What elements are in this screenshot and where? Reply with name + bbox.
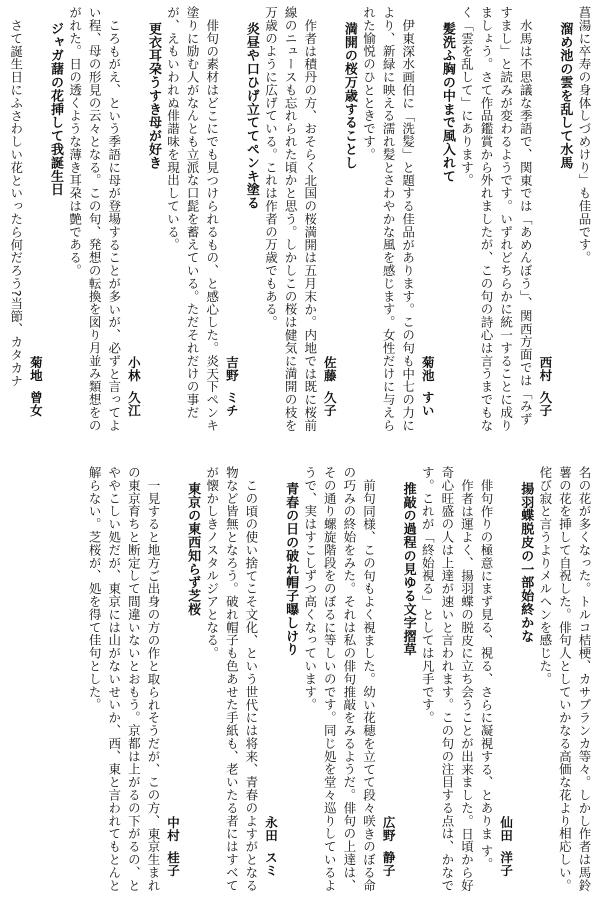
author-given-name: すい xyxy=(420,391,436,418)
author-family-name: 永田 xyxy=(263,815,279,842)
author-given-name: 静子 xyxy=(381,851,397,878)
commentary-paragraph: さて誕生日にふさわしい花といったら何だろう?当節、カタカナ xyxy=(8,18,24,387)
haiku-title: ジャガ藷の花挿して我誕生日 xyxy=(47,21,63,196)
haiku-title: 揚羽蝶脱皮の一部始終かな xyxy=(518,481,534,643)
author-given-name: 久子 xyxy=(322,391,338,418)
author-family-name: 西村 xyxy=(537,355,553,382)
haiku-author xyxy=(378,466,398,896)
commentary-paragraph: 作者は積丹の方、おそらく北国の桜満開は五月末か。内地では既に桜前線のニュースも忘れられた頃かと思う。しかしこの桜は健気に満開の枝を万歳のように広げている。これは作者の万歳でもある。 xyxy=(263,6,318,432)
commentary-paragraph: 一見すると地方ご出身の方の作と取られそうだが、この方、東京生まれの東京育ちと断定して間違いないとおもう。京都は上がるの下がるの、とややこしい処だが、東京には山がないせいか、西、東と言われてもとんと解らない。芝桜が、処を得て佳句とした。 xyxy=(87,466,161,892)
commentary-paragraph: 俳句の素材はどこにでも見つけられるもの、と感心した。炎天下ペンキ塗りに励む人がなんとも立派な口髭を蓄えている。ただそれだけの事だが、えもいわれぬ俳諧味を現出している。 xyxy=(165,6,220,432)
haiku-author xyxy=(163,466,183,896)
author-given-name: 久子 xyxy=(537,391,553,418)
top-column xyxy=(6,6,594,436)
author-family-name: 広野 xyxy=(381,815,397,842)
author-given-name: 桂子 xyxy=(165,851,181,878)
commentary-paragraph: 俳句作りの極意にまず見る、視る、さらに凝視する、とありま す。 xyxy=(479,478,495,870)
commentary-paragraph: 名の花が多くなった。トルコ桔梗、カサブランカ等々。しかし作者は馬鈴薯の花を挿して自祝した。俳句人としていかなる高価な花より相応しい。侘び寂と言うよりメルヘンを感じた。 xyxy=(537,466,592,892)
haiku-author xyxy=(418,6,438,436)
haiku-title: 炎昼や口ひげ立ててペンキ塗る xyxy=(243,21,259,210)
haiku-title: 東京の東西知らず芝桜 xyxy=(185,481,201,616)
author-family-name: 菊地 xyxy=(28,355,44,382)
author-given-name: ミチ xyxy=(224,391,240,418)
haiku-title: 更衣耳朶うすき母が好き xyxy=(145,21,161,169)
author-family-name: 吉野 xyxy=(224,355,240,382)
haiku-title: 満開の桜万歳することし xyxy=(341,21,357,169)
haiku-author xyxy=(261,466,281,896)
commentary-paragraph: 伊東深水画伯に「洗髪」と題する佳品があります。この句も中七の力により、新緑に映える濡れ髪とさわやかな風を感じます。女性だけに与えられた愉悦のひとときです。 xyxy=(361,6,416,432)
haiku-title: 推敲の過程の見ゆる文字摺草 xyxy=(400,481,416,656)
haiku-title: 青春の日の破れ帽子曝しけり xyxy=(283,481,299,656)
haiku-title: 髪洗ふ胸の中まで風入れて xyxy=(439,21,455,183)
author-family-name: 小林 xyxy=(126,355,142,382)
commentary-paragraph: 前句同様、この句もよく視ました。幼い花穂を立てて段々咲きのぼる命の巧みの終始をみた。それは私の俳句推敲をみるようだ。俳句の上達は、その通り螺旋階段をのぼるに等しいのです。同じ処を堂々巡りしているようで、実はすこしずつ高くなっています。 xyxy=(302,466,377,892)
author-family-name: 中村 xyxy=(165,815,181,842)
author-given-name: 久江 xyxy=(126,391,142,418)
author-given-name: 曾女 xyxy=(28,391,44,418)
author-family-name: 仙田 xyxy=(498,815,514,842)
haiku-author xyxy=(535,6,555,436)
author-family-name: 佐藤 xyxy=(322,355,338,382)
haiku-author xyxy=(496,466,516,896)
commentary-paragraph: この頃の使い捨てこそ文化、という世代には将来、青春のよすがとなる物など皆無となろう。破れ帽子も色あせた手紙も、老いたる者にはすべてが懐かしきノスタルジアとなる。 xyxy=(204,466,259,892)
commentary-paragraph: 菖湯に卒寿の身体しづめけり」も佳品です。 xyxy=(577,6,592,264)
commentary-paragraph: 作者は運よく、揚羽蝶の脱皮に立ち会うことが出来ました。日頃から好奇心旺盛の人は上達が速いと言われます。この句の注目する点は、かなです。これが「終始視る」としては凡手です。 xyxy=(420,466,475,892)
haiku-author xyxy=(26,6,46,436)
author-family-name: 菊池 xyxy=(420,355,436,382)
commentary-paragraph: 水馬は不思議な季語で、関東では「あめんぼう」、関西方面では「みずすまし」と読みが変わるようです。いずれどちらかに統一することに成りましょう。さて作品鑑賞から外れましたが、この句の詩心は言うまでもなく「雲を乱して」にあります。 xyxy=(459,6,534,432)
haiku-author xyxy=(320,6,340,436)
haiku-author xyxy=(124,6,144,436)
haiku-author xyxy=(222,6,242,436)
author-given-name: スミ xyxy=(263,851,279,878)
commentary-paragraph: ころもがえ、という季語に母が登場することが多いが、必ずと言ってよい程、母の形見の云々となる。この句、発想の転換を図り月並み類想をのがれた。日の透くような薄き耳朶は艶である。 xyxy=(67,6,122,432)
author-given-name: 洋子 xyxy=(498,851,514,878)
haiku-title: 溜め池の雲を乱して水馬 xyxy=(557,21,573,169)
bottom-column xyxy=(6,466,594,896)
